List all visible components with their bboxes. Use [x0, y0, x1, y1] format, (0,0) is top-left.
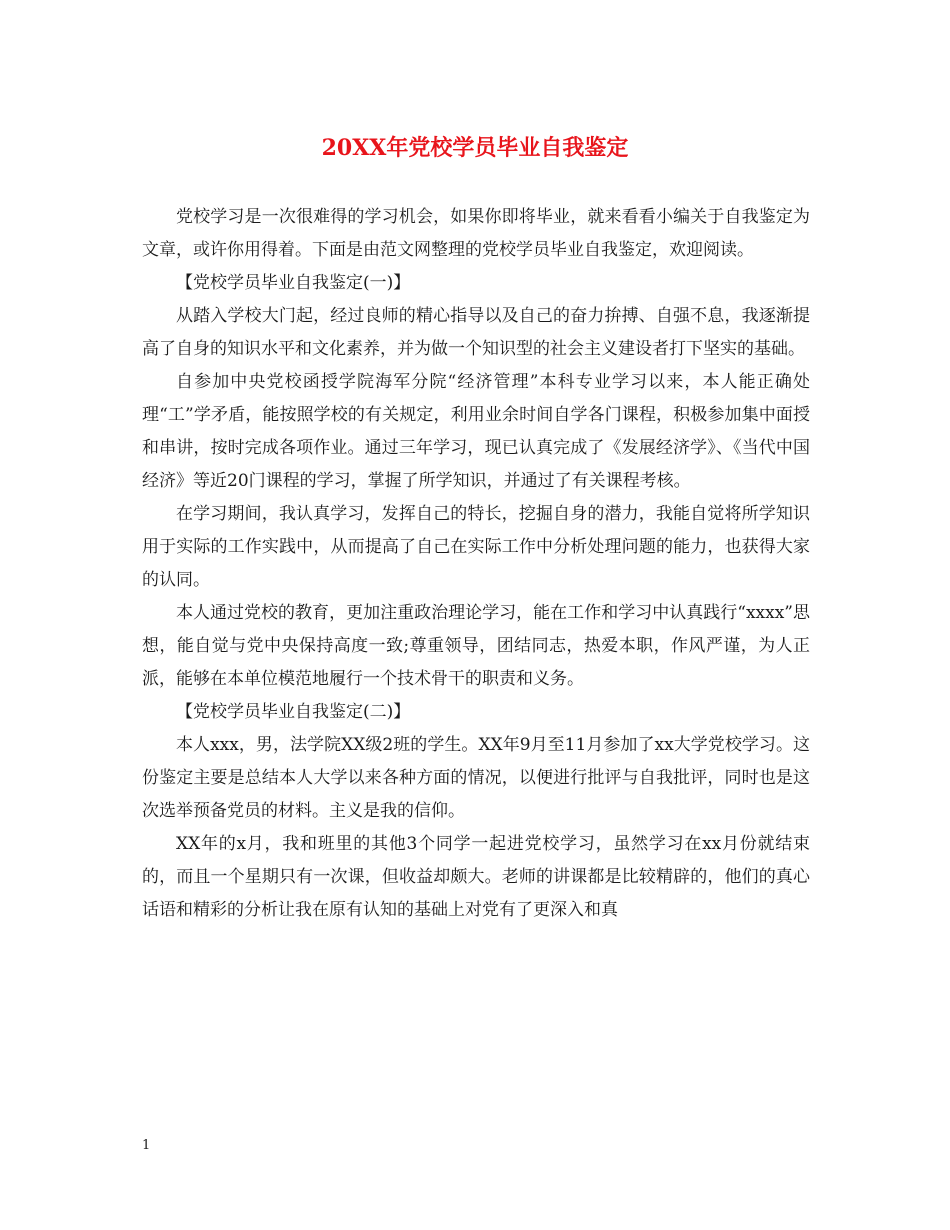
section-heading-2: 【党校学员毕业自我鉴定(二)】	[176, 702, 411, 722]
document-body	[142, 201, 810, 927]
page-number: 1	[142, 1138, 151, 1153]
section-heading-1: 【党校学员毕业自我鉴定(一)】	[176, 273, 411, 293]
paragraph: 自参加中央党校函授学院海军分院“经济管理”本科专业学习以来，本人能正确处理“工”学矛盾，能按照学校的有关规定，利用业余时间自学各门课程，积极参加集中面授和串讲，按时完成各项作业。通过三年学习，现已认真完成了《发展经济学》、《当代中国经济》等近20门课程的学习，掌握了所学知识，并通过了有关课程考核。	[142, 372, 810, 491]
paragraph-intro: 党校学习是一次很难得的学习机会，如果你即将毕业，就来看看小编关于自我鉴定为文章，或许你用得着。下面是由范文网整理的党校学员毕业自我鉴定，欢迎阅读。	[142, 207, 810, 260]
paragraph: 本人通过党校的教育，更加注重政治理论学习，能在工作和学习中认真践行“xxxx”思想，能自觉与党中央保持高度一致;尊重领导，团结同志，热爱本职，作风严谨，为人正派，能够在本单位模范地履行一个技术骨干的职责和义务。	[142, 603, 810, 689]
paragraph: 从踏入学校大门起，经过良师的精心指导以及自己的奋力拚搏、自强不息，我逐渐提高了自身的知识水平和文化素养，并为做一个知识型的社会主义建设者打下坚实的基础。	[142, 306, 810, 359]
paragraph: 在学习期间，我认真学习，发挥自己的特长，挖掘自身的潜力，我能自觉将所学知识用于实际的工作实践中，从而提高了自己在实际工作中分析处理问题的能力，也获得大家的认同。	[142, 504, 810, 590]
paragraph: XX年的x月，我和班里的其他3个同学一起进党校学习，虽然学习在xx月份就结束的，而且一个星期只有一次课，但收益却颇大。老师的讲课都是比较精辟的，他们的真心话语和精彩的分析让我在原有认知的基础上对党有了更深入和真	[142, 834, 810, 920]
paragraph: 本人xxx，男，法学院XX级2班的学生。XX年9月至11月参加了xx大学党校学习。这份鉴定主要是总结本人大学以来各种方面的情况，以便进行批评与自我批评，同时也是这次选举预备党员的材料。主义是我的信仰。	[142, 735, 810, 821]
document-title: 20XX年党校学员毕业自我鉴定	[321, 135, 629, 161]
